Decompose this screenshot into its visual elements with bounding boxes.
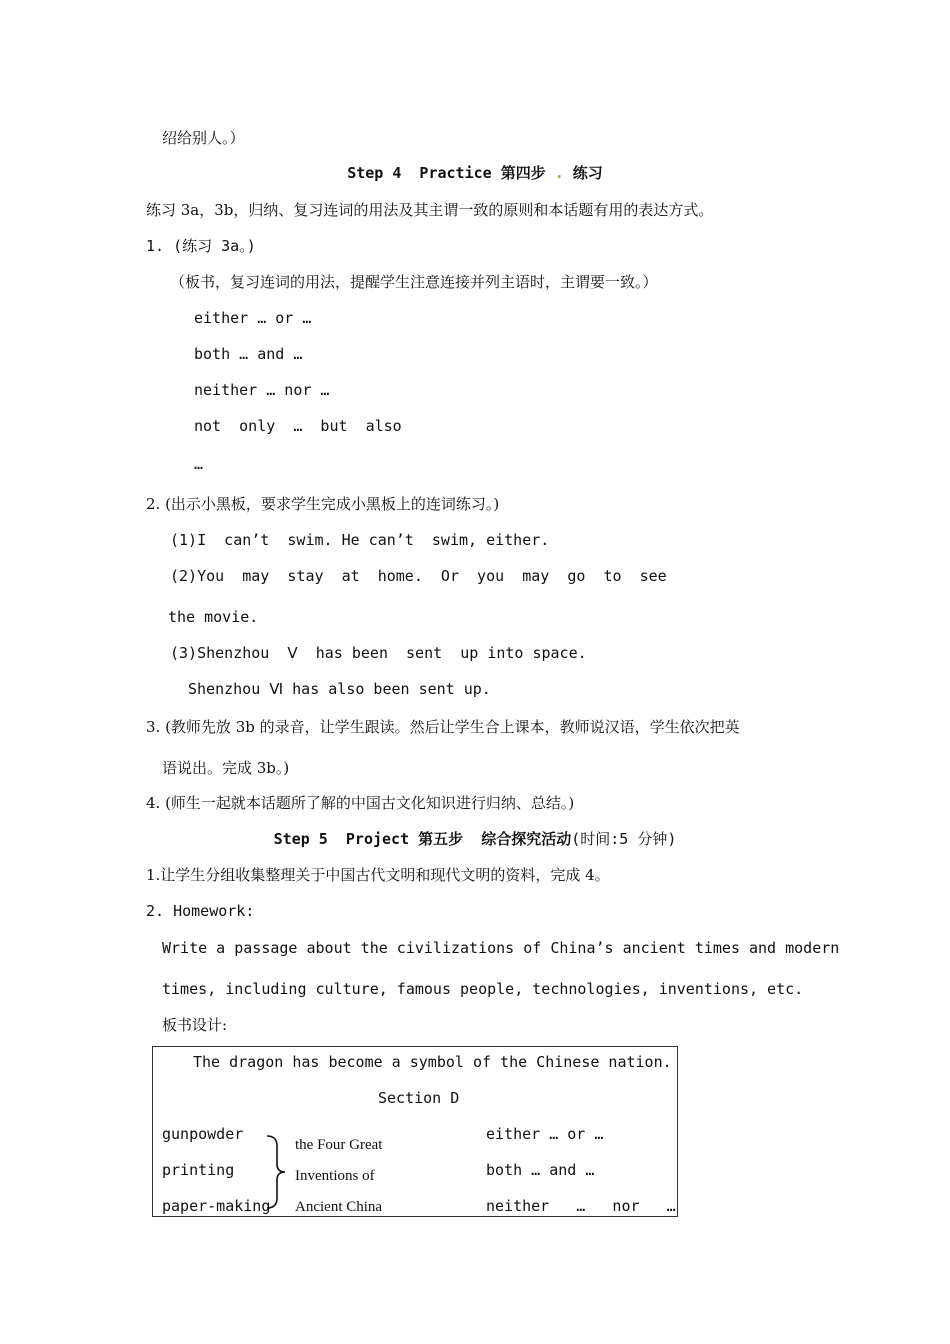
exercise-2-continued: the movie. (168, 608, 259, 626)
board-design-label: 板书设计: (162, 1016, 228, 1034)
conjunction-ellipsis: … (194, 455, 204, 473)
board-conjunction-neither-nor: neither … nor … (486, 1197, 676, 1215)
item-1: 1. (练习 3a。) (146, 237, 256, 255)
practice-description: 练习 3a，3b，归纳、复习连词的用法及其主谓一致的原则和本话题有用的表达方式。 (146, 201, 714, 219)
board-conjunction-either-or: either … or … (486, 1125, 604, 1143)
item-4: 4. (师生一起就本话题所了解的中国古文化知识进行归纳、总结。) (146, 794, 575, 812)
step5-heading-text: Step 5 Project 第五步 综合探究活动 (273, 830, 572, 848)
intro-tail: 绍给别人。） (162, 129, 245, 147)
curly-brace-icon (263, 1134, 289, 1210)
step4-heading (0, 163, 950, 183)
step5-time: (时间:5 分钟) (571, 830, 677, 848)
item-3-continued: 语说出。完成 3b。) (162, 759, 290, 777)
exercise-2: (2)You may stay at home. Or you may go to see (170, 567, 667, 585)
board-group-label-line-3: Ancient China (295, 1199, 383, 1215)
exercise-1: (1)I can’t swim. He can’t swim, either. (170, 531, 550, 549)
board-title: The dragon has become a symbol of the Chinese nation. (193, 1053, 672, 1071)
step4-heading-text: Step 4 Practice 第四步 (347, 164, 555, 182)
homework-line-1: Write a passage about the civilizations of China’s ancient times and modern (162, 939, 840, 957)
blackboard-design-box (152, 1046, 678, 1217)
exercise-3: (3)Shenzhou Ⅴ has been sent up into space. (170, 644, 587, 662)
conjunction-neither-nor: neither … nor … (194, 381, 330, 399)
board-group-label-line-1: the Four Great (295, 1137, 383, 1153)
conjunction-either-or: either … or … (194, 309, 312, 327)
conjunction-not-only-but-also: not only … but also (194, 417, 402, 435)
homework-line-2: times, including culture, famous people, technologies, inventions, etc. (162, 980, 804, 998)
project-item-1: 1.让学生分组收集整理关于中国古代文明和现代文明的资料，完成 4。 (146, 866, 610, 884)
project-item-2: 2. Homework: (146, 902, 255, 920)
step4-heading-dot: . (554, 164, 564, 182)
board-item-printing: printing (162, 1161, 235, 1179)
step4-heading-label: 练习 (563, 164, 603, 182)
board-item-paper-making: paper-making (162, 1197, 271, 1215)
item-1-note: （板书，复习连词的用法，提醒学生注意连接并列主语时，主谓要一致。） (170, 273, 658, 291)
board-group-label-line-2: Inventions of (295, 1168, 375, 1184)
exercise-3-continued: Shenzhou Ⅵ has also been sent up. (188, 680, 491, 698)
board-item-gunpowder: gunpowder (162, 1125, 244, 1143)
step5-heading (0, 829, 950, 849)
board-section: Section D (378, 1089, 460, 1107)
item-3: 3. (教师先放 3b 的录音，让学生跟读。然后让学生合上课本，教师说汉语，学生依次把英 (146, 718, 740, 736)
item-2: 2. (出示小黑板，要求学生完成小黑板上的连词练习。) (146, 495, 500, 513)
conjunction-both-and: both … and … (194, 345, 303, 363)
board-conjunction-both-and: both … and … (486, 1161, 595, 1179)
